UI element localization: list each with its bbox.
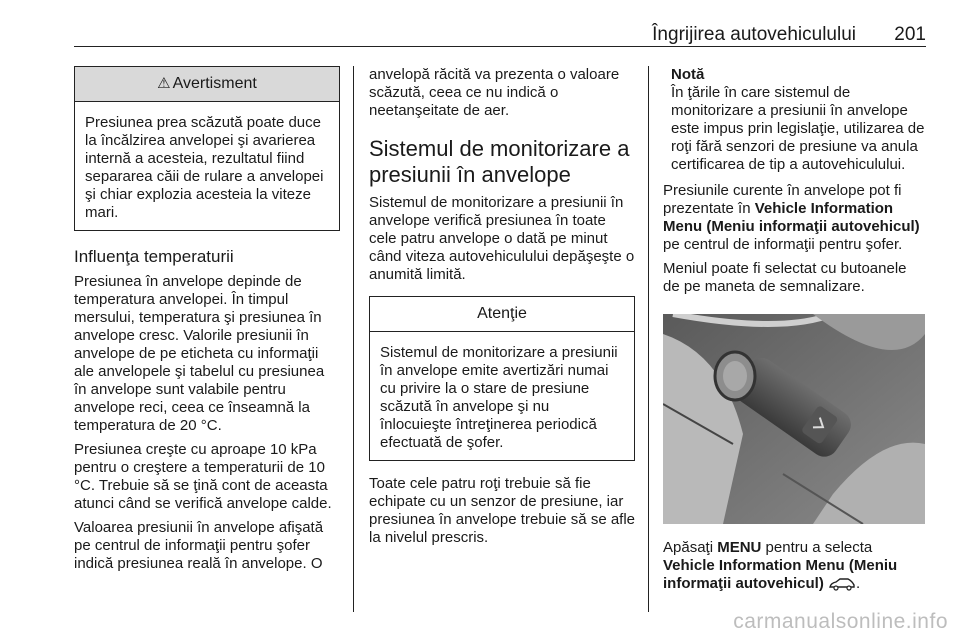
page-number: 201 [894,24,926,45]
warning-triangle-icon: ⚠ [157,75,171,92]
watermark: carmanualsonline.info [733,610,948,633]
paragraph: Sistemul de monitorizare a presiunii în anvelope verifică presiunea în toate cele patru anvelope o dată pe minut când viteza autovehiculului depăşeşte o anumită limită. [369,194,635,283]
column-divider-2 [648,66,649,612]
column-1 [74,66,340,579]
warning-box-header [75,67,339,102]
note-block [663,66,927,174]
menu-name: Vehicle Information Menu (Meniu informaţii autovehicul) [663,557,898,592]
paragraph: Presiunea creşte cu aproape 10 kPa pentru o creştere a temperaturii de 10 °C. Trebuie să se ţină cont de aceasta atunci când se verifică anvelope calde. [74,441,332,512]
warning-box [74,66,340,231]
paragraph: Valoarea presiunii în anvelope afişată pe centrul de informaţii pentru şofer indică presiunea reală în anvelope. O [74,519,324,572]
car-icon [828,577,856,591]
header-title: Îngrijirea autovehiculului [652,24,856,45]
column-3 [663,66,927,599]
paragraph: Presiunile curente în anvelope pot fi prezentate în Vehicle Information Menu (Meniu informaţii autovehicul) pe centrul de informaţii pentru şofer. [663,182,920,253]
section-heading: Sistemul de monitorizare a presiunii în anvelope [369,136,630,187]
section-heading: Influenţa temperaturii [74,247,234,266]
paragraph: Apăsaţi MENU pentru a selecta Vehicle Information Menu (Meniu informaţii autovehicul) . [663,539,898,592]
page-header [74,22,926,46]
caution-box [369,296,635,461]
caution-box-header [370,297,634,332]
header-divider [74,46,926,47]
menu-name: Vehicle Information Menu (Meniu informaţii autovehicul) [663,200,920,235]
note-text: În ţările în care sistemul de monitorizare a presiunii în anvelope este impus prin legislaţie, utilizarea de roţi fără senzori de presiune va anula certificarea de tip a autovehiculului. [671,84,925,173]
column-divider-1 [353,66,354,612]
paragraph: Presiunea în anvelope depinde de temperatura anvelopei. În timpul mersului, temperatura şi presiunea în anvelope cresc. Valorile presiunii în anvelope de pe eticheta cu informaţii ale anvelopele şi tabelul cu presiunea în anvelope sunt valabile pentru anvelope reci, ceea ce înseamnă la temperatura de 20 °C. [74,273,325,434]
caution-title: Atenţie [477,305,527,322]
paragraph: Meniul poate fi selectat cu butoanele de pe maneta de semnalizare. [663,260,907,295]
warning-title: Avertisment [172,75,257,92]
caution-text: Sistemul de monitorizare a presiunii în anvelope emite avertizări numai cu privire la o stare de presiune scăzută în anvelope şi nu înlocuieşte întreţinerea periodică efectuată de şofer. [380,344,618,451]
column-2 [369,66,635,553]
paragraph: anvelopă răcită va prezenta o valoare scăzută, ceea ce nu indică o neetanşeitate de aer. [369,66,620,119]
paragraph: Toate cele patru roţi trebuie să fie echipate cu un senzor de presiune, iar presiunea în anvelope trebuie să se afle la nivelul prescris. [369,475,636,546]
turn-signal-lever-photo [663,314,925,524]
note-label: Notă [671,66,705,83]
warning-text: Presiunea prea scăzută poate duce la încălzirea anvelopei şi avarierea internă a acesteia, rezultatul fiind separarea căii de rulare a anvelopei şi chiar explozia acesteia la viteze mari. [85,114,324,221]
menu-button-label: MENU [717,539,762,556]
